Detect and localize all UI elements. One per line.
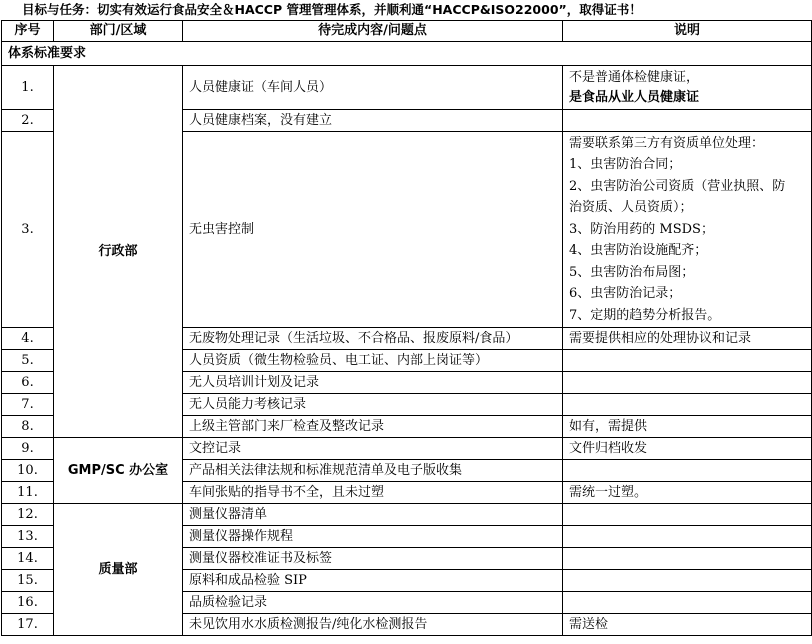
header-task: 待完成内容/问题点	[183, 21, 563, 42]
row-number: 2.	[2, 110, 54, 132]
row-note	[563, 570, 812, 592]
row-note: 需统一过塑。	[563, 482, 812, 504]
row-task: 未见饮用水水质检测报告/纯化水检测报告	[183, 614, 563, 636]
row-number: 16.	[2, 592, 54, 614]
row-task: 人员健康证（车间人员）	[183, 66, 563, 110]
note-line: 治资质、人员资质）；	[569, 200, 693, 216]
row-note	[563, 110, 812, 132]
row-note: 文件归档收发	[563, 438, 812, 460]
row-note	[563, 548, 812, 570]
row-number: 11.	[2, 482, 54, 504]
header-dept: 部门/区域	[54, 21, 183, 42]
row-note: 需要提供相应的处理协议和记录	[563, 328, 812, 350]
row-note	[563, 372, 812, 394]
dept-quality: 质量部	[54, 504, 183, 636]
row-number: 5.	[2, 350, 54, 372]
row-task: 无废物处理记录（生活垃圾、不合格品、报废原料/食品）	[183, 328, 563, 350]
row-task: 无虫害控制	[183, 132, 563, 328]
row-number: 6.	[2, 372, 54, 394]
row-note: 需送检	[563, 614, 812, 636]
note-line: 6、虫害防治记录；	[569, 286, 682, 302]
dept-gmp: GMP/SC 办公室	[54, 438, 183, 504]
row-task: 无人员培训计划及记录	[183, 372, 563, 394]
row-note	[563, 394, 812, 416]
row-number: 13.	[2, 526, 54, 548]
row-task: 上级主管部门来厂检查及整改记录	[183, 416, 563, 438]
note-line: 3、防治用药的 MSDS；	[569, 221, 714, 237]
row-number: 3.	[2, 132, 54, 328]
table-row	[2, 66, 812, 110]
note-line: 5、虫害防治布局图；	[569, 264, 695, 280]
row-task: 品质检验记录	[183, 592, 563, 614]
note-line: 4、虫害防治设施配齐；	[569, 243, 708, 259]
row-note	[563, 66, 812, 110]
row-number: 17.	[2, 614, 54, 636]
note-line: 7、定期的趋势分析报告。	[569, 307, 721, 323]
table-row	[2, 504, 812, 526]
note-line: 不是普通体检健康证，	[569, 69, 700, 85]
section-title: 体系标准要求	[2, 42, 812, 66]
section-row	[2, 42, 812, 66]
row-number: 8.	[2, 416, 54, 438]
row-number: 12.	[2, 504, 54, 526]
note-line: 1、虫害防治合同；	[569, 157, 682, 173]
table-row	[2, 438, 812, 460]
row-note	[563, 592, 812, 614]
header-note: 说明	[563, 21, 812, 42]
header-row	[2, 21, 812, 42]
note-line: 2、虫害防治公司资质（营业执照、防	[569, 178, 786, 194]
row-note	[563, 460, 812, 482]
row-task: 测量仪器校准证书及标签	[183, 548, 563, 570]
row-number: 14.	[2, 548, 54, 570]
row-number: 15.	[2, 570, 54, 592]
row-note	[563, 526, 812, 548]
header-no: 序号	[2, 21, 54, 42]
row-note	[563, 504, 812, 526]
row-note: 如有，需提供	[563, 416, 812, 438]
row-task: 车间张贴的指导书不全，且未过塑	[183, 482, 563, 504]
row-task: 产品相关法律法规和标准规范清单及电子版收集	[183, 460, 563, 482]
row-task: 文控记录	[183, 438, 563, 460]
row-note	[563, 132, 812, 328]
row-task: 人员资质（微生物检验员、电工证、内部上岗证等）	[183, 350, 563, 372]
row-number: 4.	[2, 328, 54, 350]
row-task: 原料和成品检验 SIP	[183, 570, 563, 592]
row-number: 10.	[2, 460, 54, 482]
row-number: 1.	[2, 66, 54, 110]
note-line: 需要联系第三方有资质单位处理：	[569, 135, 765, 151]
note-line-strong: 是食品从业人员健康证	[569, 89, 700, 105]
row-number: 9.	[2, 438, 54, 460]
row-task: 无人员能力考核记录	[183, 394, 563, 416]
row-task: 人员健康档案，没有建立	[183, 110, 563, 132]
task-table	[1, 20, 812, 636]
row-task: 测量仪器清单	[183, 504, 563, 526]
row-task: 测量仪器操作规程	[183, 526, 563, 548]
dept-admin: 行政部	[54, 66, 183, 438]
row-number: 7.	[2, 394, 54, 416]
page-title: 目标与任务：切实有效运行食品安全＆HACCP 管理管理体系，并顺利通“HACCP&ISO22000”，取得证书！	[22, 2, 642, 17]
row-note	[563, 350, 812, 372]
